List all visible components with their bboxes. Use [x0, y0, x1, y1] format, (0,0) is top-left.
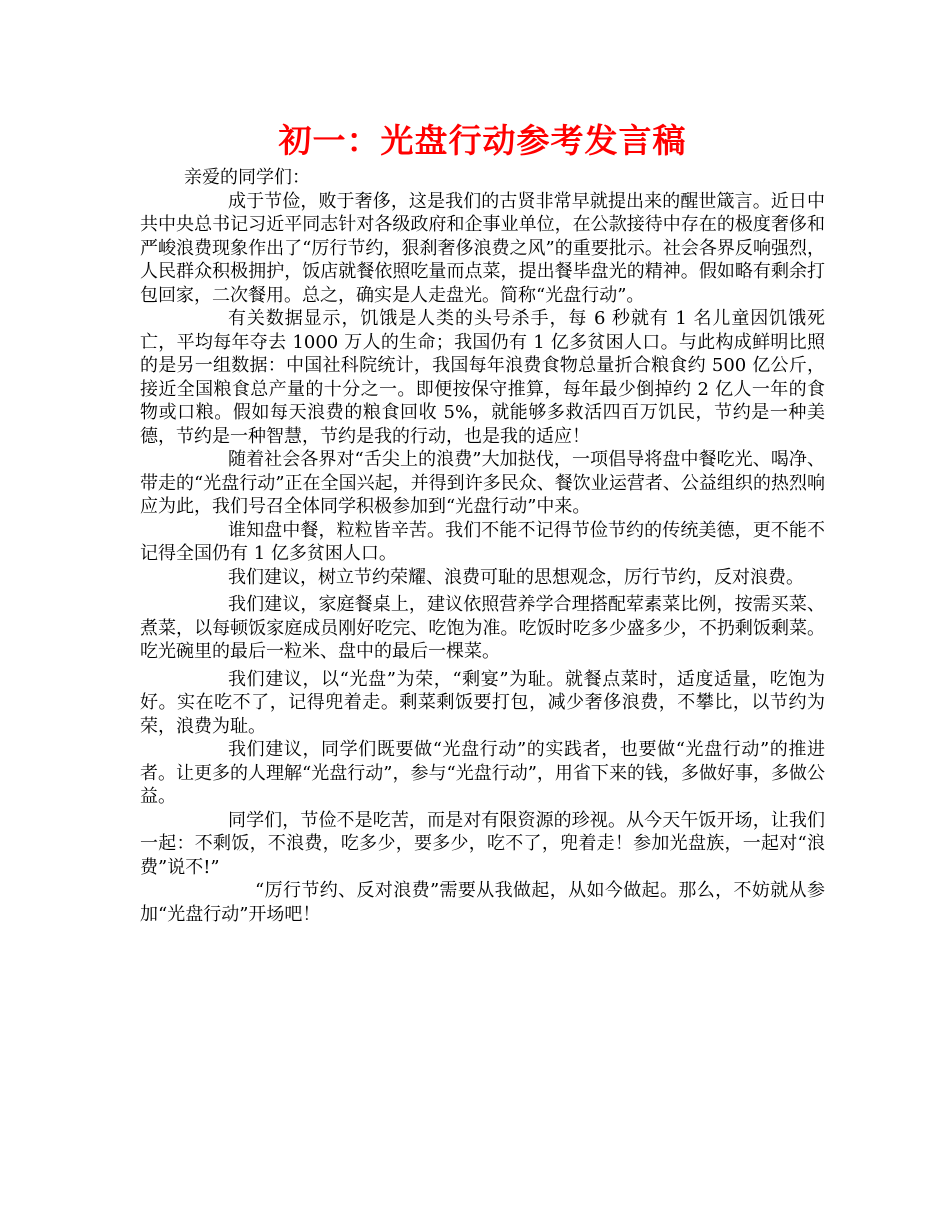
- paragraph-8: 我们建议，同学们既要做“光盘行动”的实践者，也要做“光盘行动”的推进者。让更多的人理解“光盘行动”，参与“光盘行动”，用省下来的钱，多做好事，多做公益。: [140, 739, 825, 807]
- paragraph-6: 我们建议，家庭餐桌上，建议依照营养学合理搭配荤素菜比例，按需买菜、煮菜，以每顿饭家庭成员刚好吃完、吃饱为准。吃饭时吃多少盛多少，不扔剩饭剩菜。吃光碗里的最后一粒米、盘中的最后一棵菜。: [140, 594, 825, 662]
- paragraph-9: 同学们，节俭不是吃苦，而是对有限资源的珍视。从今天午饭开场，让我们一起：不剩饭，不浪费，吃多少，要多少，吃不了，兜着走！参加光盘族，一起对“浪费”说不!”: [140, 809, 825, 878]
- paragraph-10: “厉行节约、反对浪费”需要从我做起，从如今做起。那么，不妨就从参加“光盘行动”开场吧！: [140, 880, 825, 925]
- greeting: 亲爱的同学们：: [184, 167, 310, 188]
- paragraph-1: 成于节俭，败于奢侈，这是我们的古贤非常早就提出来的醒世箴言。近日中共中央总书记习近平同志针对各级政府和企事业单位，在公款接待中存在的极度奢侈和严峻浪费现象作出了“厉行节约，狠刹奢侈浪费之风”的重要批示。社会各界反响强烈，人民群众积极拥护，饭店就餐依照吃量而点菜，提出餐毕盘光的精神。假如略有剩余打包回家，二次餐用。总之，确实是人走盘光。简称“光盘行动”。: [140, 190, 825, 306]
- paragraph-3: 随着社会各界对“舌尖上的浪费”大加挞伐，一项倡导将盘中餐吃光、喝净、带走的“光盘行动”正在全国兴起，并得到许多民众、餐饮业运营者、公益组织的热烈响应为此，我们号召全体同学积极参加到“光盘行动”中来。: [140, 449, 825, 517]
- paragraph-4: 谁知盘中餐，粒粒皆辛苦。我们不能不记得节俭节约的传统美德，更不能不记得全国仍有 1 亿多贫困人口。: [140, 519, 825, 564]
- document-page: [140, 118, 825, 926]
- paragraph-5: 我们建议，树立节约荣耀、浪费可耻的思想观念，厉行节约，反对浪费。: [228, 566, 804, 588]
- document-title: 初一：光盘行动参考发言稿: [278, 121, 687, 160]
- paragraph-7: 我们建议，以“光盘”为荣，“剩宴”为耻。就餐点菜时，适度适量，吃饱为好。实在吃不了，记得兜着走。剩菜剩饭要打包，减少奢侈浪费，不攀比，以节约为荣，浪费为耻。: [140, 668, 825, 737]
- paragraph-2: 有关数据显示，饥饿是人类的头号杀手，每 6 秒就有 1 名儿童因饥饿死亡，平均每年夺去 1000 万人的生命；我国仍有 1 亿多贫困人口。与此构成鲜明比照的是另一组数据：中国社科院统计，我国每年浪费食物总量折合粮食约 500 亿公斤，接近全国粮食总产量的十分之一。即便按保守推算，每年最少倒掉约 2 亿人一年的食物或口粮。假如每天浪费的粮食回收 5%，就能够多救活四百万饥民，节约是一种美德，节约是一种智慧，节约是我的行动，也是我的适应！: [140, 308, 825, 447]
